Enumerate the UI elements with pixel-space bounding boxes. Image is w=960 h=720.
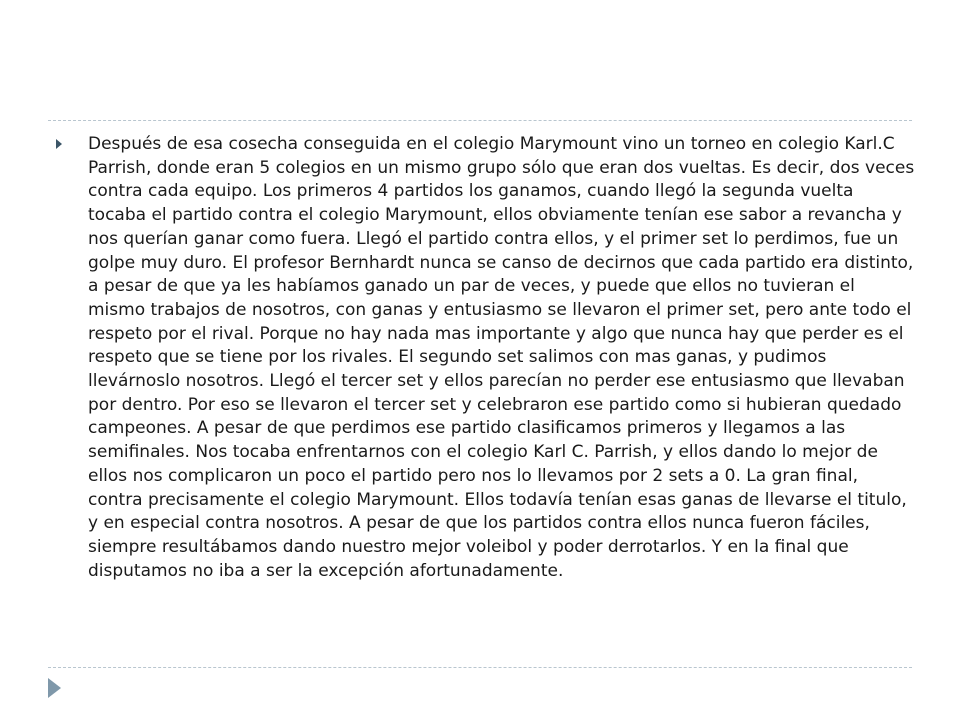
bullet-item xyxy=(56,133,916,583)
triangle-bullet-icon xyxy=(56,139,62,149)
body-paragraph: Después de esa cosecha conseguida en el colegio Marymount vino un torneo en colegio Karl.C Parrish, donde eran 5 colegios en un mismo grupo sólo que eran dos vueltas. Es decir, dos veces contra cada equipo. Los primeros 4 partidos los ganamos, cuando llegó la segunda vuelta tocaba el partido contra el colegio Marymount, ellos obviamente tenían ese sabor a revancha y nos querían ganar como fuera. Llegó el partido contra ellos, y el primer set lo perdimos, fue un golpe muy duro. El profesor Bernhardt nunca se canso de decirnos que cada partido era distinto, a pesar de que ya les habíamos ganado un par de veces, y puede que ellos no tuvieran el mismo trabajos de nosotros, con ganas y entusiasmo se llevaron el primer set, pero ante todo el respeto por el rival. Porque no hay nada mas importante y algo que nunca hay que perder es el respeto que se tiene por los rivales. El segundo set salimos con mas ganas, y pudimos llevárnoslo nosotros. Llegó el tercer set y ellos parecían no perder ese entusiasmo que llevaban por dentro. Por eso se llevaron el tercer set y celebraron ese partido como si hubieran quedado campeones. A pesar de que perdimos ese partido clasificamos primeros y llegamos a las semifinales. Nos tocaba enfrentarnos con el colegio Karl C. Parrish, y ellos dando lo mejor de ellos nos complicaron un poco el partido pero nos lo llevamos por 2 sets a 0. La gran final, contra precisamente el colegio Marymount. Ellos todavía tenían esas ganas de llevarse el titulo, y en especial contra nosotros. A pesar de que los partidos contra ellos nunca fueron fáciles, siempre resultábamos dando nuestro mejor voleibol y poder derrotarlos. Y en la final que disputamos no iba a ser la excepción afortunadamente. xyxy=(88,134,915,581)
bottom-divider xyxy=(48,667,912,668)
slide-content xyxy=(56,133,916,583)
top-divider xyxy=(48,120,912,121)
play-triangle-icon[interactable] xyxy=(48,678,61,698)
